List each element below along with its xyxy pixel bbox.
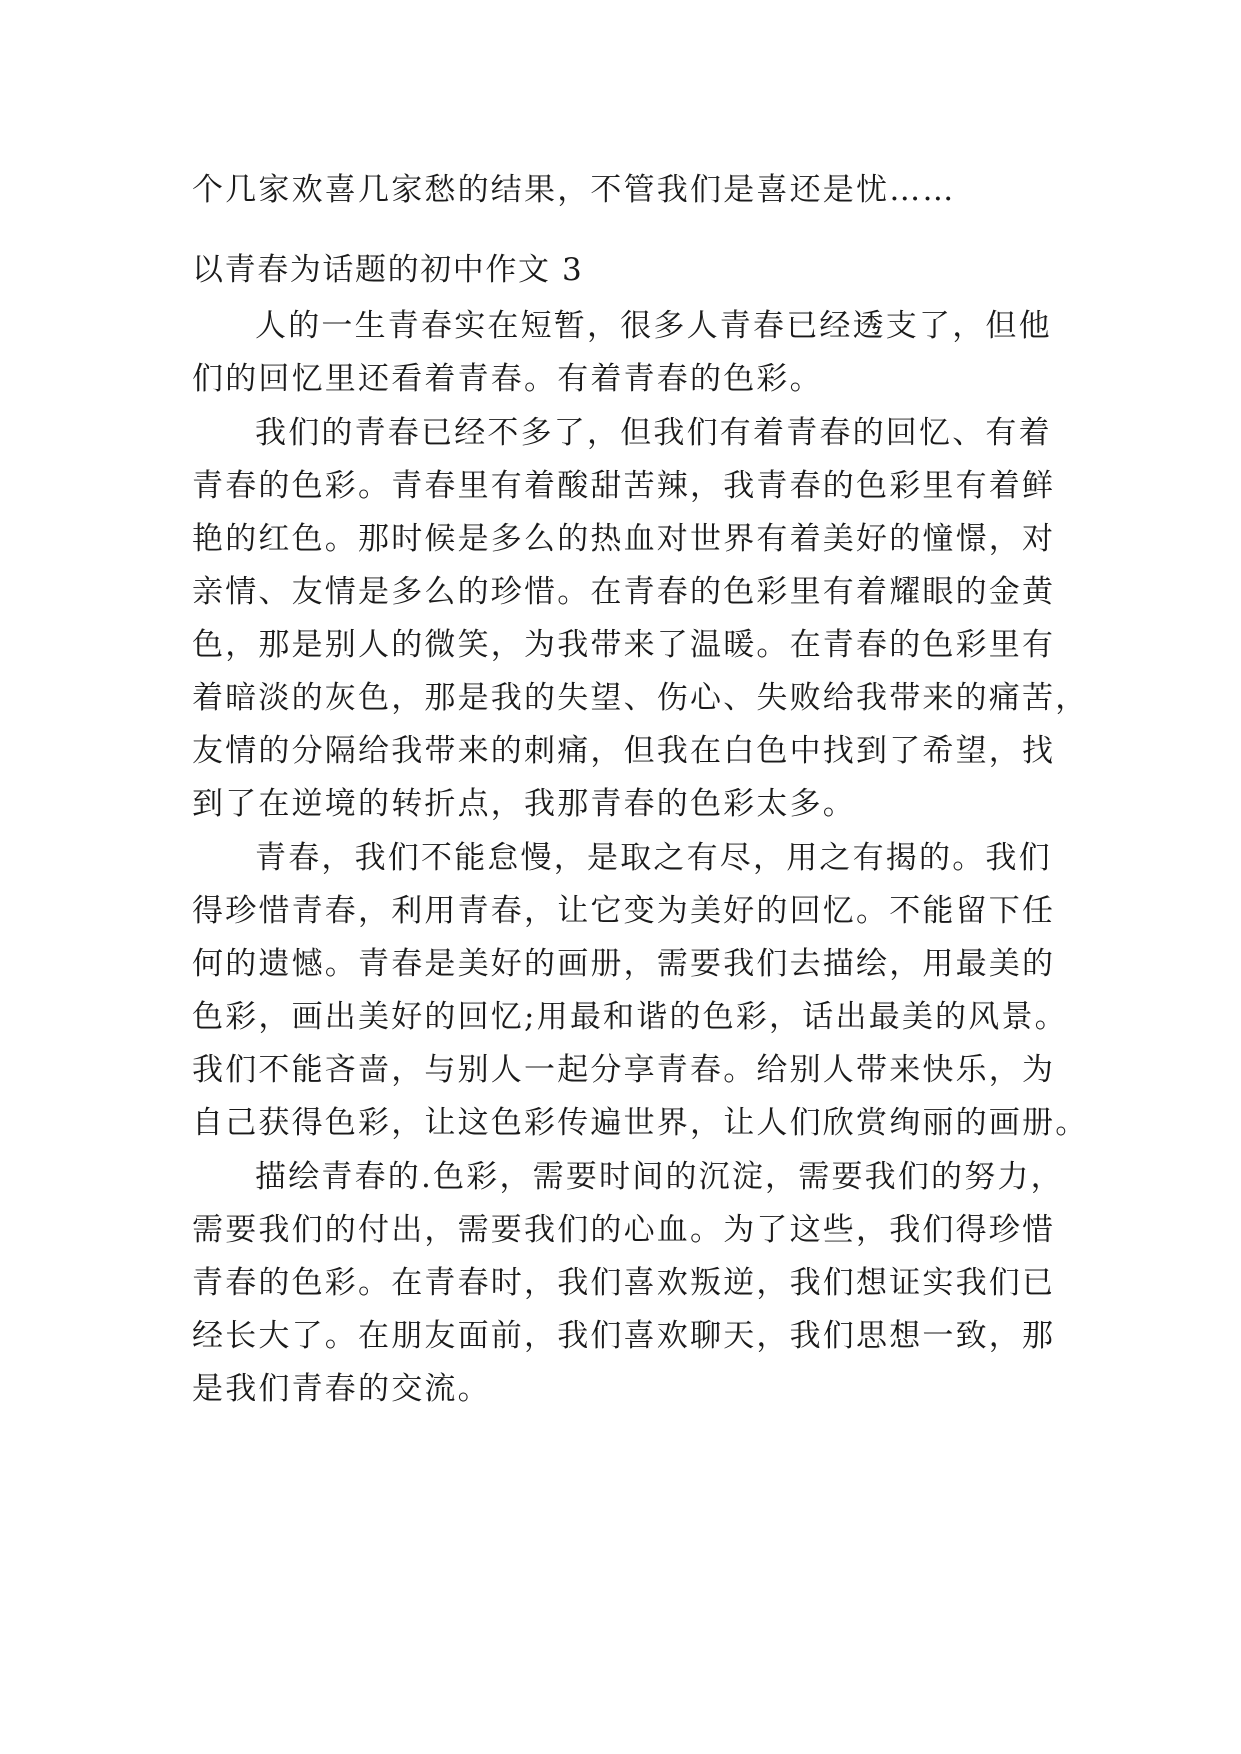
paragraph-1-line-1: 人的一生青春实在短暂，很多人青春已经透支了，但他: [255, 308, 1052, 344]
paragraph-3-line-3: 何的遗憾。青春是美好的画册，需要我们去描绘，用最美的: [192, 946, 1056, 982]
paragraph-2-line-4: 亲情、友情是多么的珍惜。在青春的色彩里有着耀眼的金黄: [192, 574, 1056, 610]
paragraph-3-line-5: 我们不能吝啬，与别人一起分享青春。给别人带来快乐，为: [192, 1052, 1056, 1088]
paragraph-2-line-8: 到了在逆境的转折点，我那青春的色彩太多。: [192, 786, 856, 822]
paragraph-3-line-4: 色彩，画出美好的回忆;用最和谐的色彩，话出最美的风景。: [192, 999, 1068, 1035]
paragraph-1-line-2: 们的回忆里还看着青春。有着青春的色彩。: [192, 361, 823, 397]
continuation-line: 个几家欢喜几家愁的结果，不管我们是喜还是忧……: [192, 172, 956, 208]
paragraph-2-line-1: 我们的青春已经不多了，但我们有着青春的回忆、有着: [255, 415, 1052, 451]
paragraph-4-line-4: 经长大了。在朋友面前，我们喜欢聊天，我们思想一致，那: [192, 1318, 1056, 1354]
paragraph-2-line-6: 着暗淡的灰色，那是我的失望、伤心、失败给我带来的痛苦，: [192, 680, 1089, 716]
paragraph-2-line-5: 色，那是别人的微笑，为我带来了温暖。在青春的色彩里有: [192, 627, 1056, 663]
paragraph-4-line-1: 描绘青春的.色彩，需要时间的沉淀，需要我们的努力，: [255, 1159, 1064, 1195]
paragraph-2-line-7: 友情的分隔给我带来的刺痛，但我在白色中找到了希望，找: [192, 733, 1056, 769]
paragraph-4-line-5: 是我们青春的交流。: [192, 1371, 491, 1407]
paragraph-4-line-2: 需要我们的付出，需要我们的心血。为了这些，我们得珍惜: [192, 1212, 1056, 1248]
paragraph-4-line-3: 青春的色彩。在青春时，我们喜欢叛逆，我们想证实我们已: [192, 1265, 1056, 1301]
essay-heading: 以青春为话题的初中作文 3: [192, 252, 584, 288]
paragraph-3-line-2: 得珍惜青春，利用青春，让它变为美好的回忆。不能留下任: [192, 893, 1056, 929]
paragraph-3-line-6: 自己获得色彩，让这色彩传遍世界，让人们欣赏绚丽的画册。: [192, 1105, 1089, 1141]
paragraph-2-line-2: 青春的色彩。青春里有着酸甜苦辣，我青春的色彩里有着鲜: [192, 468, 1056, 504]
paragraph-2-line-3: 艳的红色。那时候是多么的热血对世界有着美好的憧憬，对: [192, 521, 1056, 557]
paragraph-3-line-1: 青春，我们不能怠慢，是取之有尽，用之有揭的。我们: [255, 840, 1052, 876]
